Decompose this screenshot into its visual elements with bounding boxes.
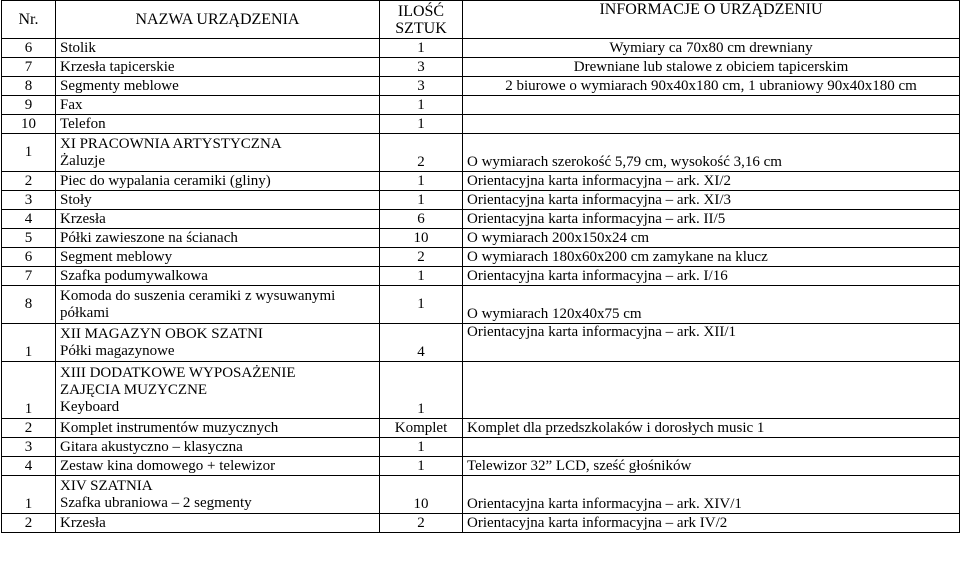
cell-qty: 1 xyxy=(380,438,463,457)
table-row xyxy=(2,58,960,77)
cell-qty: Komplet xyxy=(380,419,463,438)
cell-nr: 6 xyxy=(2,248,56,267)
cell-name: Fax xyxy=(56,96,380,115)
cell-nr: 4 xyxy=(2,210,56,229)
cell-name xyxy=(56,362,380,419)
cell-qty: 2 xyxy=(380,514,463,533)
section-title: XIV SZATNIA xyxy=(60,477,153,494)
table-row xyxy=(2,419,960,438)
cell-info: 2 biurowe o wymiarach 90x40x180 cm, 1 ubraniowy 90x40x180 cm xyxy=(463,77,960,96)
cell-info: O wymiarach 180x60x200 cm zamykane na klucz xyxy=(463,248,960,267)
cell-nr: 2 xyxy=(2,514,56,533)
table-row xyxy=(2,96,960,115)
cell-nr: 9 xyxy=(2,96,56,115)
cell-name: Krzesła xyxy=(56,210,380,229)
cell-name xyxy=(56,286,380,324)
table-row xyxy=(2,514,960,533)
cell-name: Stoły xyxy=(56,191,380,210)
cell-qty: 1 xyxy=(380,362,463,419)
item-name: Szafka ubraniowa – 2 segmenty xyxy=(60,494,252,511)
cell-qty: 1 xyxy=(380,172,463,191)
cell-info: Drewniane lub stalowe z obiciem tapicerskim xyxy=(463,58,960,77)
item-name-line1: Komoda do suszenia ceramiki z wysuwanymi xyxy=(60,287,336,304)
section-title: XII MAGAZYN OBOK SZATNI xyxy=(60,325,263,342)
cell-nr: 1 xyxy=(2,324,56,362)
cell-nr: 1 xyxy=(2,134,56,172)
cell-info: Orientacyjna karta informacyjna – ark. I/16 xyxy=(463,267,960,286)
cell-qty: 1 xyxy=(380,115,463,134)
cell-qty: 3 xyxy=(380,58,463,77)
table-row xyxy=(2,457,960,476)
item-name: Żaluzje xyxy=(60,152,105,169)
item-name: Keyboard xyxy=(60,398,120,415)
cell-nr: 10 xyxy=(2,115,56,134)
cell-name xyxy=(56,324,380,362)
cell-nr: 1 xyxy=(2,476,56,514)
table-row xyxy=(2,267,960,286)
section-title-line1: XIII DODATKOWE WYPOSAŻENIE xyxy=(60,364,296,381)
header-qty-line1: ILOŚĆ xyxy=(397,2,445,20)
table-row xyxy=(2,134,960,172)
cell-name: Komplet instrumentów muzycznych xyxy=(56,419,380,438)
cell-nr: 8 xyxy=(2,286,56,324)
cell-info xyxy=(463,115,960,134)
cell-nr: 5 xyxy=(2,229,56,248)
cell-qty: 6 xyxy=(380,210,463,229)
cell-nr: 6 xyxy=(2,39,56,58)
table-row xyxy=(2,77,960,96)
table-row xyxy=(2,172,960,191)
table-row xyxy=(2,191,960,210)
cell-name: Gitara akustyczno – klasyczna xyxy=(56,438,380,457)
cell-info: O wymiarach 200x150x24 cm xyxy=(463,229,960,248)
cell-qty: 1 xyxy=(380,457,463,476)
cell-qty: 1 xyxy=(380,286,463,324)
table-row xyxy=(2,362,960,419)
table-row xyxy=(2,438,960,457)
table-row xyxy=(2,210,960,229)
cell-info xyxy=(463,96,960,115)
cell-qty: 10 xyxy=(380,476,463,514)
item-name-line2: półkami xyxy=(60,304,110,321)
header-qty xyxy=(380,1,463,39)
cell-info: Orientacyjna karta informacyjna – ark. XII/1 xyxy=(463,324,960,362)
section-title-line2: ZAJĘCIA MUZYCZNE xyxy=(60,381,208,398)
cell-name: Telefon xyxy=(56,115,380,134)
cell-name: Piec do wypalania ceramiki (gliny) xyxy=(56,172,380,191)
cell-qty: 1 xyxy=(380,96,463,115)
section-title: XI PRACOWNIA ARTYSTYCZNA xyxy=(60,135,282,152)
cell-qty: 3 xyxy=(380,77,463,96)
cell-name: Segment meblowy xyxy=(56,248,380,267)
cell-name: Stolik xyxy=(56,39,380,58)
item-name: Półki magazynowe xyxy=(60,342,175,359)
cell-info xyxy=(463,362,960,419)
cell-info: Orientacyjna karta informacyjna – ark IV/2 xyxy=(463,514,960,533)
cell-info: Telewizor 32” LCD, sześć głośników xyxy=(463,457,960,476)
cell-info: Komplet dla przedszkolaków i dorosłych music 1 xyxy=(463,419,960,438)
cell-info: Orientacyjna karta informacyjna – ark. XIV/1 xyxy=(463,476,960,514)
table-row xyxy=(2,39,960,58)
cell-nr: 1 xyxy=(2,362,56,419)
table-row xyxy=(2,324,960,362)
cell-nr: 2 xyxy=(2,419,56,438)
cell-name: Zestaw kina domowego + telewizor xyxy=(56,457,380,476)
cell-qty: 2 xyxy=(380,134,463,172)
cell-info: Orientacyjna karta informacyjna – ark. XI/2 xyxy=(463,172,960,191)
header-row xyxy=(2,1,960,39)
table-row xyxy=(2,476,960,514)
cell-name: Krzesła tapicerskie xyxy=(56,58,380,77)
cell-name xyxy=(56,476,380,514)
table-row xyxy=(2,229,960,248)
cell-qty: 10 xyxy=(380,229,463,248)
cell-name: Segmenty meblowe xyxy=(56,77,380,96)
cell-qty: 1 xyxy=(380,267,463,286)
cell-info xyxy=(463,438,960,457)
cell-qty: 1 xyxy=(380,39,463,58)
cell-qty: 1 xyxy=(380,191,463,210)
cell-nr: 3 xyxy=(2,438,56,457)
cell-nr: 7 xyxy=(2,267,56,286)
cell-info: Wymiary ca 70x80 cm drewniany xyxy=(463,39,960,58)
cell-info: O wymiarach szerokość 5,79 cm, wysokość 3,16 cm xyxy=(463,134,960,172)
cell-info: Orientacyjna karta informacyjna – ark. XI/3 xyxy=(463,191,960,210)
header-nr: Nr. xyxy=(2,1,56,39)
equipment-table xyxy=(1,0,960,533)
cell-nr: 3 xyxy=(2,191,56,210)
cell-nr: 4 xyxy=(2,457,56,476)
cell-qty: 2 xyxy=(380,248,463,267)
header-info: INFORMACJE O URZĄDZENIU xyxy=(463,1,960,39)
cell-nr: 2 xyxy=(2,172,56,191)
cell-nr: 7 xyxy=(2,58,56,77)
cell-name: Szafka podumywalkowa xyxy=(56,267,380,286)
cell-info: Orientacyjna karta informacyjna – ark. II/5 xyxy=(463,210,960,229)
table-row xyxy=(2,286,960,324)
table-row xyxy=(2,248,960,267)
cell-name xyxy=(56,134,380,172)
table-row xyxy=(2,115,960,134)
cell-name: Półki zawieszone na ścianach xyxy=(56,229,380,248)
header-name: NAZWA URZĄDZENIA xyxy=(56,1,380,39)
cell-info: O wymiarach 120x40x75 cm xyxy=(463,286,960,324)
cell-nr: 8 xyxy=(2,77,56,96)
cell-qty: 4 xyxy=(380,324,463,362)
header-qty-line2: SZTUK xyxy=(395,19,447,37)
cell-name: Krzesła xyxy=(56,514,380,533)
